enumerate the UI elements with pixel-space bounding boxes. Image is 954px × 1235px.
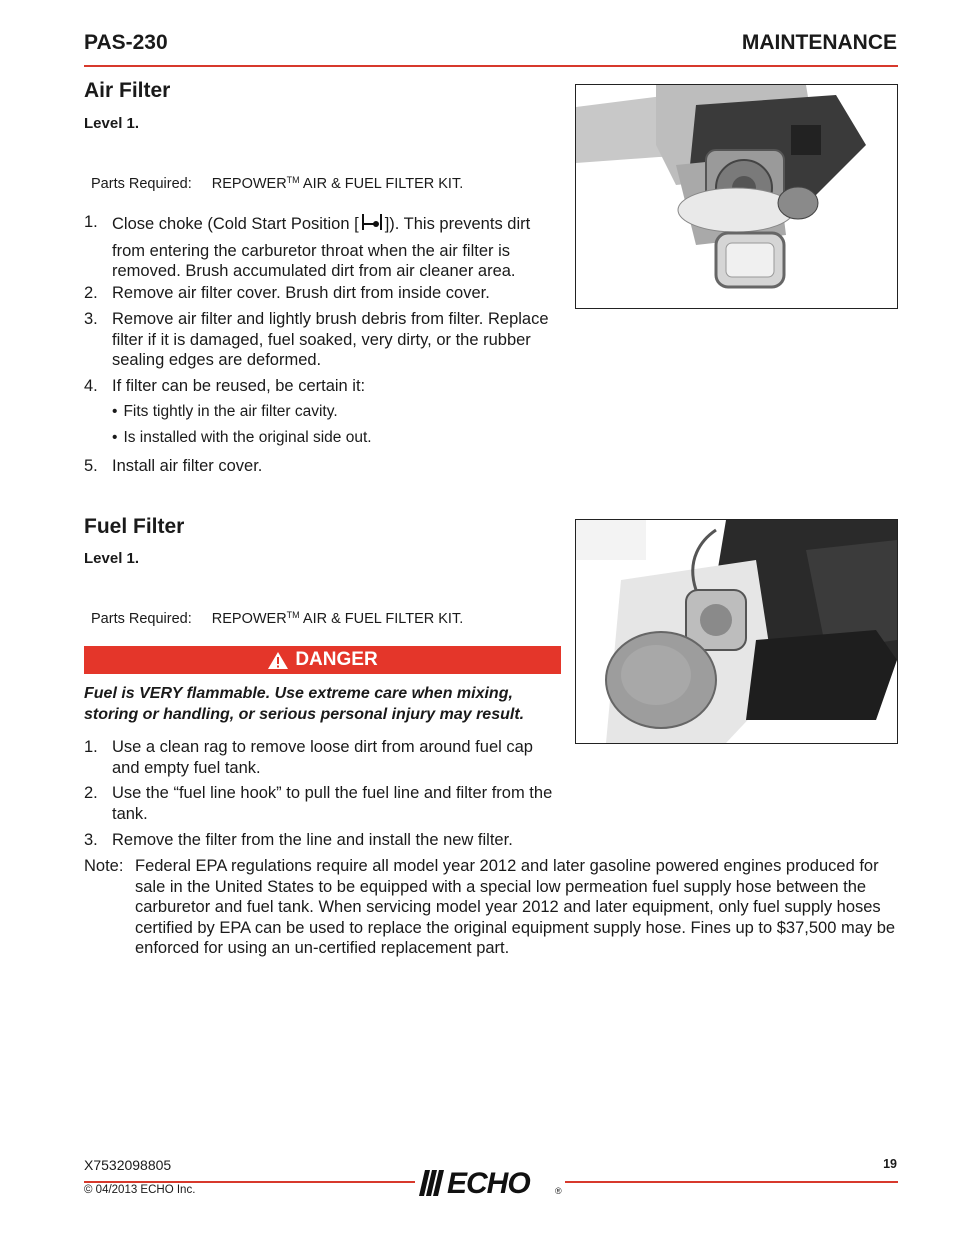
fuel-filter-photo bbox=[575, 519, 898, 744]
brand-name: ECHO bbox=[447, 1167, 530, 1200]
parts-value: REPOWER bbox=[211, 176, 287, 192]
section-title: MAINTENANCE bbox=[741, 31, 897, 54]
air-filter-photo bbox=[575, 84, 898, 309]
step-text bbox=[112, 212, 564, 282]
step-text: Install air filter cover. bbox=[112, 457, 263, 475]
air-filter-parts bbox=[91, 175, 463, 192]
step-text: If filter can be reused, be certain it: bbox=[112, 377, 366, 395]
note-text: Federal EPA regulations require all model year 2012 and later gasoline powered engines produced for sale in the United States to be equipped with a special low permeation fuel supply hose between the carburetor and fuel tank. When servicing model year 2012 and later equipment, only fuel supply hoses certified by EPA can be used to replace the original equipment supply hose. Fines up to $37,500 may be enforced for using an un-certified replacement part. bbox=[135, 857, 896, 957]
step-text-rest: from entering the carburetor throat when the air filter is removed. Brush accumulated dirt from air cleaner area. bbox=[112, 241, 516, 280]
echo-logo bbox=[415, 1166, 565, 1200]
danger-banner bbox=[84, 646, 561, 674]
air-filter-heading: Air Filter bbox=[84, 79, 171, 102]
fuel-filter-parts bbox=[91, 610, 463, 627]
step-text: Remove air filter and lightly brush debris from filter. Replace filter if it is damaged, fuel soaked, very dirty, or the rubber sealing edges are deformed. bbox=[112, 310, 549, 369]
fuel-filter-level: Level 1. bbox=[84, 550, 140, 567]
step-text: Remove air filter cover. Brush dirt from inside cover. bbox=[112, 284, 490, 302]
copyright: © 04/2013 ECHO Inc. bbox=[84, 1184, 196, 1196]
step-text: Remove the filter from the line and install the new filter. bbox=[112, 831, 513, 849]
step-number: 1. bbox=[84, 213, 98, 231]
parts-label: Parts Required: bbox=[91, 611, 192, 627]
trademark: TM bbox=[286, 610, 300, 620]
bullet-text: Fits tightly in the air filter cavity. bbox=[123, 403, 338, 420]
step-number: 3. bbox=[84, 831, 98, 849]
model-title: PAS-230 bbox=[84, 31, 168, 54]
step-number: 4. bbox=[84, 377, 98, 395]
step-number: 1. bbox=[84, 738, 98, 756]
fuel-filter-heading: Fuel Filter bbox=[84, 515, 185, 538]
parts-rest: AIR & FUEL FILTER KIT. bbox=[299, 611, 464, 627]
step-number: 2. bbox=[84, 784, 98, 802]
registered-mark: ® bbox=[555, 1186, 562, 1196]
trademark: TM bbox=[286, 175, 300, 185]
step-text-post: ]). This prevents dirt bbox=[384, 215, 531, 233]
parts-value: REPOWER bbox=[211, 611, 287, 627]
warning-triangle-icon bbox=[267, 651, 289, 670]
step-text-pre: Close choke (Cold Start Position [ bbox=[112, 215, 359, 233]
note-label: Note: bbox=[84, 857, 124, 875]
bullet-text: Is installed with the original side out. bbox=[123, 429, 372, 446]
header-rule bbox=[84, 65, 898, 67]
air-bullet-2: • Is installed with the original side out. bbox=[112, 429, 372, 446]
choke-cold-start-icon bbox=[361, 212, 383, 238]
air-bullet-1: • Fits tightly in the air filter cavity. bbox=[112, 403, 338, 420]
danger-label: DANGER bbox=[295, 649, 378, 670]
step-number: 2. bbox=[84, 284, 98, 302]
step-text: Use a clean rag to remove loose dirt from around fuel cap and empty fuel tank. bbox=[112, 738, 533, 777]
part-number: X7532098805 bbox=[84, 1157, 172, 1173]
danger-message: Fuel is VERY flammable. Use extreme care when mixing, storing or handling, or serious personal injury may result. bbox=[84, 685, 525, 723]
page-number: 19 bbox=[883, 1157, 897, 1171]
step-text: Use the “fuel line hook” to pull the fuel line and filter from the tank. bbox=[112, 784, 553, 823]
parts-label: Parts Required: bbox=[91, 176, 192, 192]
step-number: 3. bbox=[84, 310, 98, 328]
step-number: 5. bbox=[84, 457, 98, 475]
parts-rest: AIR & FUEL FILTER KIT. bbox=[299, 176, 464, 192]
air-filter-level: Level 1. bbox=[84, 115, 140, 132]
